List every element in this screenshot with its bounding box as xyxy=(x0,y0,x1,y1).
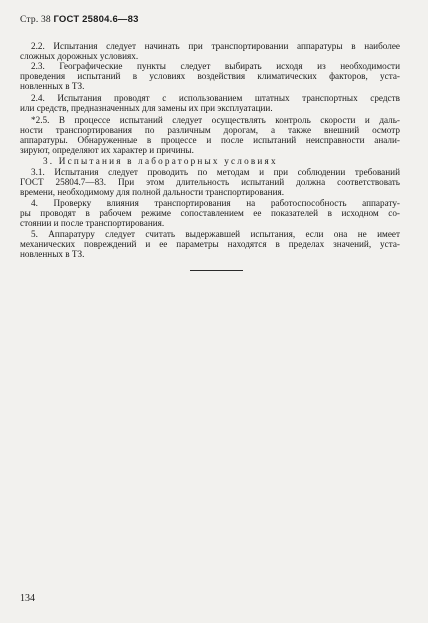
text-line: стоянии и после транспортирования. xyxy=(20,218,165,228)
text-line: проведения испытаний в условиях воздействия климатических факторов, уста- xyxy=(20,71,400,81)
text-line: механических повреждений и ее параметры находятся в пределах значений, уста- xyxy=(20,239,400,249)
text-line: новленных в ТЗ. xyxy=(20,81,85,91)
text-line: 5. Аппаратуру следует считать выдержавшей испытания, если она не имеет xyxy=(31,229,400,239)
text-line: ры проводят в рабочем режиме сопоставлением ее показателей в исходном со- xyxy=(20,208,400,218)
text-line: 2.4. Испытания проводят с использованием штатных транспортных средств xyxy=(31,93,400,103)
text-line: ности транспортирования по различным дорогам, а также внешний осмотр xyxy=(20,125,400,135)
section-divider xyxy=(190,270,243,271)
standard-number: ГОСТ 25804.6—83 xyxy=(53,14,139,25)
text-line: аппаратуры. Обнаруженные в процессе и после испытаний неисправности анали- xyxy=(20,135,400,145)
text-line: сложных дорожных условиях. xyxy=(20,51,139,61)
text-line: 2.2. Испытания следует начинать при транспортировании аппаратуры в наиболее xyxy=(31,41,400,51)
text-line: 4. Проверку влияния транспортирования на работоспособность аппарату- xyxy=(31,198,400,208)
text-line: *2.5. В процессе испытаний следует осуществлять контроль скорости и даль- xyxy=(31,115,400,125)
text-line: 2.3. Географические пункты следует выбирать исходя из необходимости xyxy=(31,61,400,71)
page-label: Стр. 38 xyxy=(20,15,51,25)
page-header xyxy=(20,14,139,25)
text-line: ГОСТ 25804.7—83. При этом длительность испытаний должна соответствовать xyxy=(20,177,400,187)
text-line: новленных в ТЗ. xyxy=(20,249,85,259)
page-number: 134 xyxy=(20,593,35,604)
text-line: или средств, предназначенных для замены их при эксплуатации. xyxy=(20,103,273,113)
text-line: времени, необходимому для полной дальности транспортирования. xyxy=(20,187,285,197)
text-line: 3.1. Испытания следует проводить по методам и при соблюдении требований xyxy=(31,167,400,177)
section-heading: 3. Испытания в лабораторных условиях xyxy=(43,156,278,166)
text-line: зируют, определяют их характер и причины. xyxy=(20,145,194,155)
